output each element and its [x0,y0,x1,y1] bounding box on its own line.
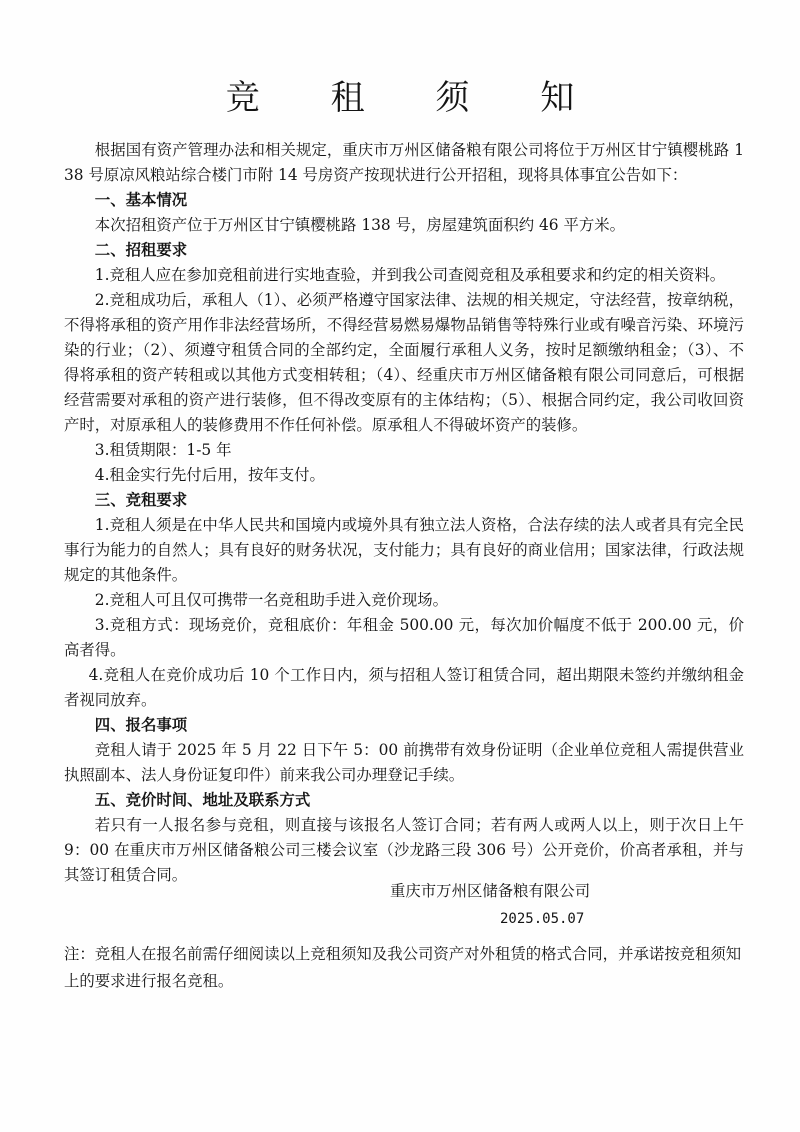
section-paragraph: 若只有一人报名参与竞租，则直接与该报名人签订合同；若有两人或两人以上，则于次日上午 9：00 在重庆市万州区储备粮公司三楼会议室（沙龙路三段 306 号）公开竞价，价高者承租，并与其签订租赁合同。 [64,816,744,884]
section-paragraph: 4.租金实行先付后用，按年支付。 [94,466,325,484]
section-paragraph: 4.竞租人在竞价成功后 10 个工作日内，须与招租人签订租赁合同，超出期限未签约并缴纳租金者视同放弃。 [64,666,744,709]
section-paragraph: 1.竞租人应在参加竞租前进行实地查验，并到我公司查阅竞租及承租要求和约定的相关资料。 [94,266,726,284]
signature-company: 重庆市万州区储备粮有限公司 [390,882,591,900]
section-paragraph: 1.竞租人须是在中华人民共和国境内或境外具有独立法人资格，合法存续的法人或者具有完全民事行为能力的自然人；具有良好的财务状况，支付能力；具有良好的商业信用；国家法律，行政法规规定的其他条件。 [64,516,744,584]
section-paragraph: 本次招租资产位于万州区甘宁镇樱桃路 138 号，房屋建筑面积约 46 平方米。 [94,216,626,234]
section-heading-basic-info: 一、基本情况 [94,191,188,209]
section-paragraph: 3.租赁期限：1-5 年 [94,441,232,459]
document-body [64,138,744,888]
section-paragraph: 2.竞租人可且仅可携带一名竞租助手进入竞价现场。 [94,591,449,609]
document-title: 竞 租 须 知 [225,78,605,118]
section-heading-bidding-requirements: 三、竞租要求 [94,491,188,509]
section-paragraph: 3.竞租方式：现场竞价，竞租底价：年租金 500.00 元，每次加价幅度不低于 200.00 元，价高者得。 [64,616,744,659]
section-heading-registration: 四、报名事项 [94,716,188,734]
signature-block [390,877,590,933]
footnote: 注：竞租人在报名前需仔细阅读以上竞租须知及我公司资产对外租赁的格式合同，并承诺按竞租须知上的要求进行报名竞租。 [64,945,742,990]
section-paragraph: 2.竞租成功后，承租人（1）、必须严格遵守国家法律、法规的相关规定，守法经营，按章纳税，不得将承租的资产用作非法经营场所，不得经营易燃易爆物品销售等特殊行业或有噪音污染、环境污染的行业；（2）、须遵守租赁合同的全部约定，全面履行承租人义务，按时足额缴纳租金；（3）、不得将承租的资产转租或以其他方式变相转租；（4）、经重庆市万州区储备粮有限公司同意后，可根据经营需要对承租的资产进行装修，但不得改变原有的主体结构；（5）、根据合同约定，我公司收回资产时，对原承租人的装修费用不作任何补偿。原承租人不得破坏资产的装修。 [64,291,744,434]
section-heading-time-location-contact: 五、竞价时间、地址及联系方式 [94,791,311,809]
intro-paragraph: 根据国有资产管理办法和相关规定，重庆市万州区储备粮有限公司将位于万州区甘宁镇樱桃路 138 号原凉风粮站综合楼门市附 14 号房资产按现状进行公开招租，现将具体事宜公告如下： [64,141,744,184]
signature-date: 2025.05.07 [500,911,585,927]
section-paragraph: 竞租人请于 2025 年 5 月 22 日下午 5：00 前携带有效身份证明（企业单位竞租人需提供营业执照副本、法人身份证复印件）前来我公司办理登记手续。 [64,741,744,784]
section-heading-lease-requirements: 二、招租要求 [94,241,188,259]
